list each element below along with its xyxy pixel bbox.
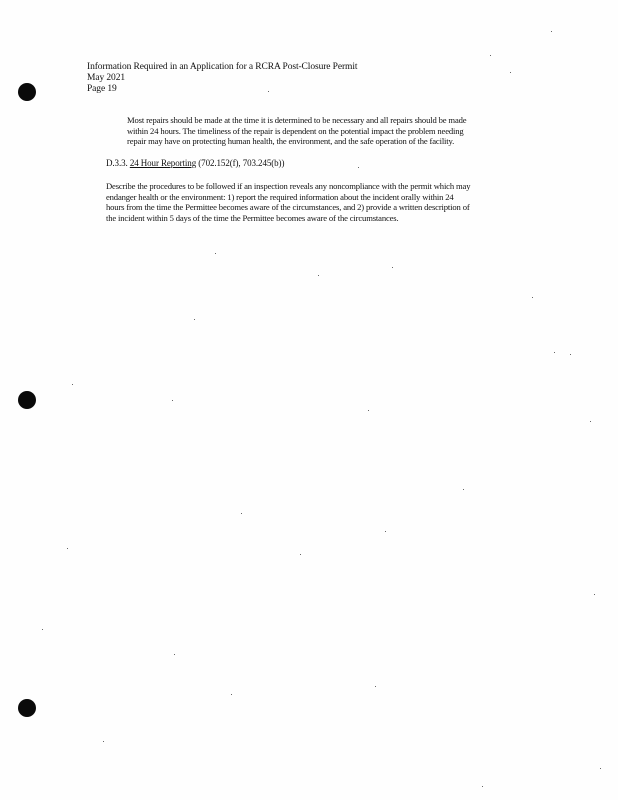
scan-speck (570, 354, 571, 355)
scan-speck (215, 253, 216, 254)
scan-speck (231, 694, 232, 695)
scan-speck (172, 400, 173, 401)
scan-speck (385, 531, 386, 532)
scan-speck (600, 768, 601, 769)
scan-speck (590, 421, 591, 422)
scan-speck (67, 548, 68, 549)
scan-speck (532, 297, 533, 298)
scan-speck (510, 72, 511, 73)
section-title: 24 Hour Reporting (129, 158, 197, 168)
scan-speck (42, 629, 43, 630)
scan-speck (463, 489, 464, 490)
scan-speck (241, 513, 242, 514)
scan-speck (318, 275, 319, 276)
scan-speck (194, 319, 195, 320)
scan-speck (174, 654, 175, 655)
paragraph-line: endanger health or the environment: 1) report the required information about the incident orally within 24 (106, 191, 454, 202)
paragraph-repairs (127, 115, 466, 147)
header-title: Information Required in an Application for a RCRA Post-Closure Permit (87, 62, 358, 72)
paragraph-line: within 24 hours. The timeliness of the repair is dependent on the potential impact the problem needing (127, 125, 464, 136)
header-page-number: Page 19 (87, 84, 117, 94)
scan-speck (594, 594, 595, 595)
header-date: May 2021 (87, 73, 125, 83)
punch-hole-top (18, 83, 36, 101)
scan-speck (358, 167, 359, 168)
paragraph-line: Describe the procedures to be followed if an inspection reveals any noncompliance with the permit which may (106, 181, 471, 191)
scan-speck (300, 554, 301, 555)
scan-speck (103, 741, 104, 742)
scan-speck (554, 352, 555, 353)
scan-speck (72, 384, 73, 385)
scan-speck (375, 686, 376, 687)
section-heading (106, 158, 284, 169)
paragraph-line: hours from the time the Permittee becomes aware of the circumstances, and 2) provide a written description of (106, 202, 470, 213)
scan-speck (368, 410, 369, 411)
paragraph-line: the incident within 5 days of the time the Permittee becomes aware of the circumstances. (106, 212, 399, 223)
scan-speck (490, 55, 491, 56)
scan-speck (392, 267, 393, 268)
paragraph-reporting (106, 181, 470, 223)
scan-speck (551, 31, 552, 32)
section-citation: (702.152(f), 703.245(b)) (198, 158, 285, 168)
paragraph-line: repair may have on protecting human health, the environment, and the safe operation of the facility. (127, 136, 455, 147)
punch-hole-bottom (18, 699, 36, 717)
punch-hole-middle (18, 391, 36, 409)
paragraph-line: Most repairs should be made at the time it is determined to be necessary and all repairs should be made (127, 115, 467, 125)
scan-speck (482, 786, 483, 787)
section-number: D.3.3. (106, 158, 128, 168)
page-header (87, 62, 357, 95)
